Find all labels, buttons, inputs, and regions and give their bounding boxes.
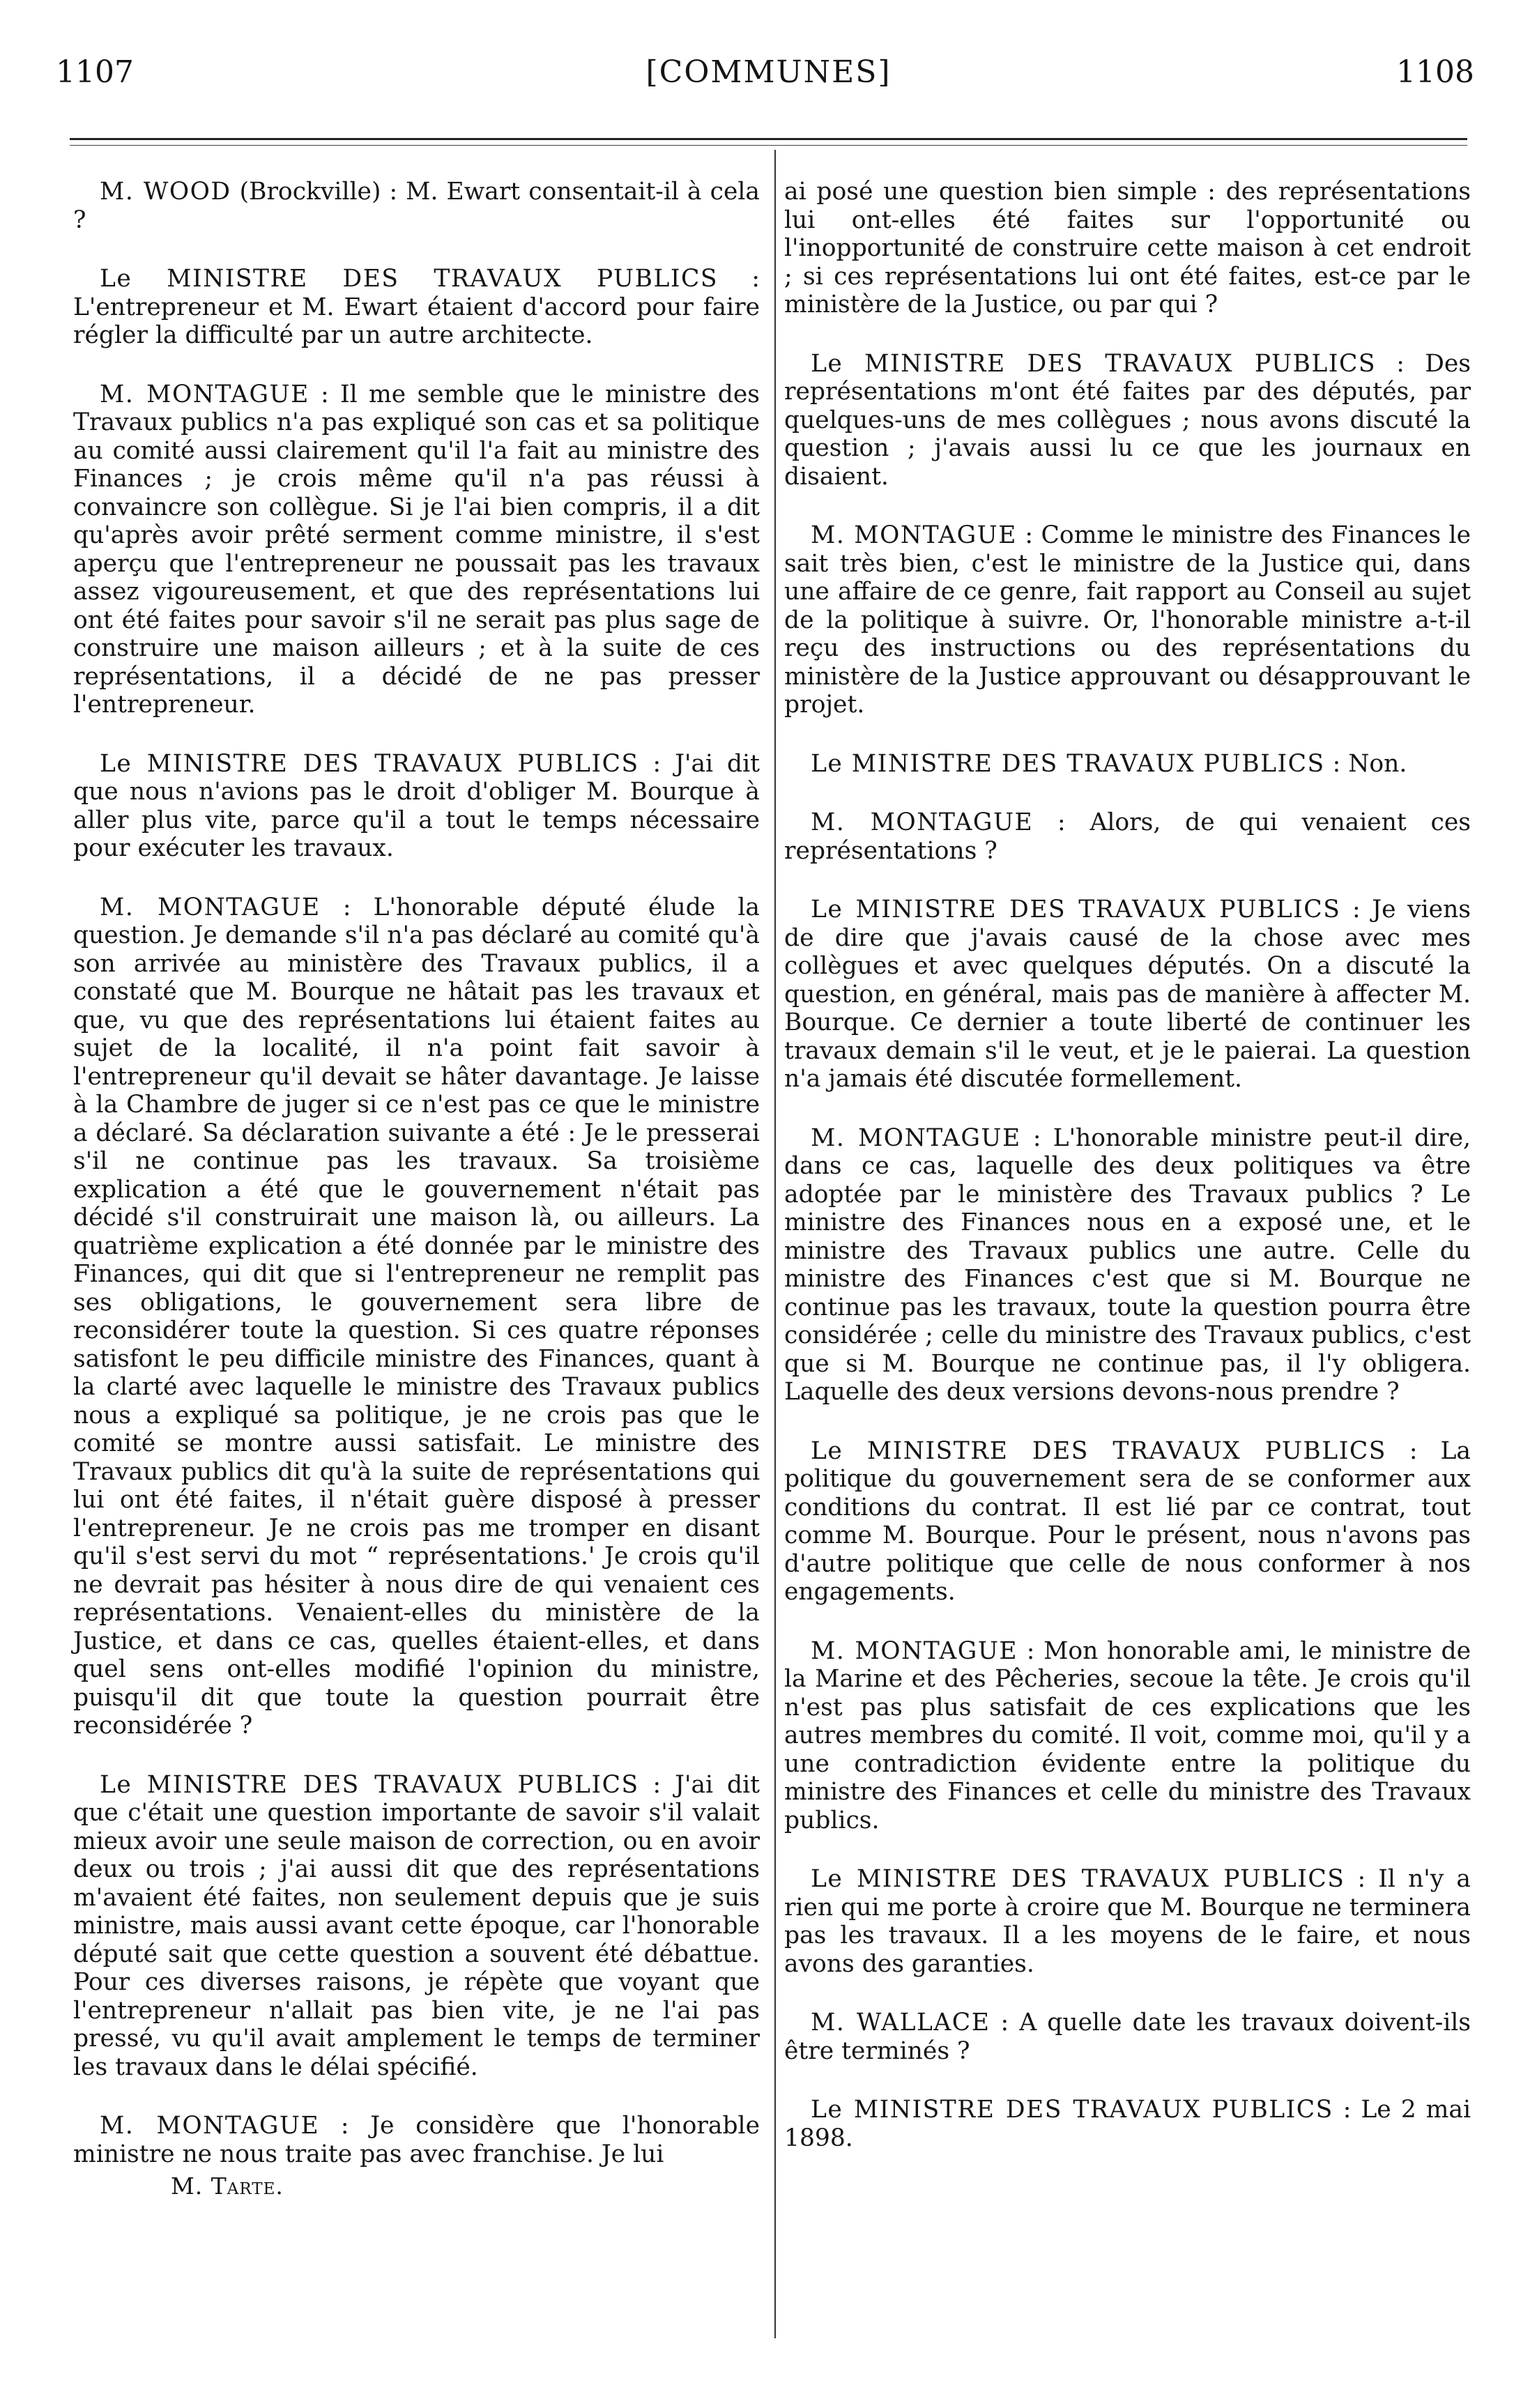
speech-paragraph xyxy=(784,1637,1471,1835)
speaker-name: Le MINISTRE DES TRAVAUX PUBLICS xyxy=(811,1865,1345,1893)
header-rule xyxy=(70,138,1467,140)
page-header xyxy=(0,54,1537,103)
speech-text: : La politique du gouvernement sera de se conformer aux conditions du contrat. Il est lié par ce contrat, tout comme M. Bourque. Pour le présent, nous n'avons pas d'autre politique que celle de nous conformer à nos engagements. xyxy=(784,1436,1471,1606)
speech-text: : L'honorable député élude la question. Je demande s'il n'a pas déclaré au comité qu'à son arrivée au ministère des Travaux publics, il a constaté que M. Bourque ne hâtait pas les travaux et que, vu que des représentations lui étaient faites au sujet de la localité, il n'a point fait savoir à l'entrepreneur qu'il devait se hâter davantage. Je laisse à la Chambre de juger si ce n'est pas ce que le ministre a déclaré. Sa déclaration suivante a été : Je le presserai s'il ne continue pas les travaux. Sa troisième explication a été que le gouvernement n'était pas décidé s'il construirait une maison là, ou ailleurs. La quatrième explication a été donnée par le ministre des Finances, qui dit que si l'entrepreneur ne remplit pas ses obligations, le gouvernement sera libre de reconsidérer toute la question. Si ces quatre réponses satisfont le peu difficile ministre des Finances, quant à la clarté avec laquelle le ministre des Travaux publics nous a expliqué sa politique, je ne crois pas que le comité se montre aussi satisfait. Le ministre des Travaux publics dit qu'à la suite de représentations qui lui ont été faites, il n'était guère disposé à presser l'entrepreneur. Je ne crois pas me tromper en disant qu'il s'est servi du mot “ représentations.' Je crois qu'il ne devrait pas hésiter à nous dire de qui venaient ces représentations. Venaient-elles du ministère de la Justice, et dans ce cas, quelles étaient-elles, et dans quel sens ont-elles modifié l'opinion du ministre, puisqu'il dit que toute la question pourrait être reconsidérée ? xyxy=(73,893,760,1740)
speech-text: : Alors, de qui venaient ces représentations ? xyxy=(784,808,1471,865)
speech-paragraph xyxy=(784,1124,1471,1406)
speaker-name: M. MONTAGUE xyxy=(811,1636,1018,1665)
speaker-name: Le MINISTRE DES TRAVAUX PUBLICS xyxy=(100,749,639,778)
speech-paragraph xyxy=(784,2009,1471,2065)
speech-paragraph xyxy=(73,2112,760,2168)
speech-text: : Il me semble que le ministre des Travaux publics n'a pas expliqué son cas et sa politique au comité aussi clairement qu'il l'a fait au ministre des Finances ; je crois même qu'il n'a pas réussi à convaincre son collègue. Si je l'ai bien compris, il a dit qu'après avoir prêté serment comme ministre, il s'est aperçu que l'entrepreneur ne poussait pas les travaux assez vigoureusement, et que des représentations lui ont été faites pour savoir s'il ne serait pas plus sage de construire une maison ailleurs ; et à la suite de ces représentations, il a décidé de ne pas presser l'entrepreneur. xyxy=(73,380,760,719)
speech-paragraph xyxy=(784,2096,1471,2152)
speech-text: (Brockville) : M. Ewart consentait-il à cela ? xyxy=(73,178,760,234)
speech-paragraph xyxy=(73,894,760,1740)
speech-text: : Mon honorable ami, le ministre de la Marine et des Pêcheries, secoue la tête. Je crois qu'il n'est pas plus satisfait de ces explications que les autres membres du comité. Il voit, comme moi, qu'il y a une contradiction évidente entre la politique du ministre des Finances et celle du ministre des Travaux publics. xyxy=(784,1636,1471,1834)
speech-paragraph xyxy=(784,1865,1471,1978)
header-rule-thin xyxy=(70,145,1467,146)
speaker-name: M. MONTAGUE xyxy=(811,521,1017,549)
speech-text: : J'ai dit que nous n'avions pas le droit d'obliger M. Bourque à aller plus vite, parce qu'il a tout le temps nécessaire pour exécuter les travaux. xyxy=(73,749,760,862)
column-divider xyxy=(774,150,776,2338)
left-column xyxy=(73,178,760,2200)
speech-paragraph xyxy=(73,750,760,863)
speaker-name: Le MINISTRE DES TRAVAUX PUBLICS xyxy=(811,749,1325,778)
speech-text: : L'entrepreneur et M. Ewart étaient d'accord pour faire régler la difficulté par un autre architecte. xyxy=(73,265,760,349)
speaker-name: M. MONTAGUE xyxy=(100,380,309,408)
page-number-left: 1107 xyxy=(56,54,134,90)
speech-paragraph xyxy=(784,521,1471,719)
speaker-name: M. MONTAGUE xyxy=(100,893,321,921)
speech-text: : J'ai dit que c'était une question importante de savoir s'il valait mieux avoir une seule maison de correction, ou en avoir deux ou trois ; j'ai aussi dit que des représentations m'avaient été faites, non seulement depuis que je suis ministre, mais aussi avant cette époque, car l'honorable député sait que cette question a souvent été débattue. Pour ces diverses raisons, je répète que voyant que l'entrepreneur n'allait pas bien vite, je ne l'ai pas pressé, vu qu'il avait amplement le temps de terminer les travaux dans le délai spécifié. xyxy=(73,1770,760,2081)
speech-paragraph xyxy=(784,178,1471,319)
speech-paragraph xyxy=(784,896,1471,1094)
speaker-name: M. MONTAGUE xyxy=(100,2112,320,2140)
speaker-name: Le MINISTRE DES TRAVAUX PUBLICS xyxy=(811,349,1376,378)
speech-paragraph xyxy=(73,381,760,719)
speech-paragraph xyxy=(73,178,760,234)
speech-text: : Il n'y a rien qui me porte à croire que M. Bourque ne terminera pas les travaux. Il a les moyens de le faire, et nous avons des garanties. xyxy=(784,1865,1471,1978)
footer-speaker-name: M. Tarte. xyxy=(171,2172,284,2200)
speech-text: : Des représentations m'ont été faites par des députés, par quelques-uns de mes collègues ; nous avons discuté la question ; j'avais aussi lu ce que les journaux en disaient. xyxy=(784,349,1471,491)
speech-paragraph xyxy=(784,808,1471,865)
speech-text: : Je considère que l'honorable ministre ne nous traite pas avec franchise. Je lui xyxy=(73,2112,760,2168)
speaker-name: Le MINISTRE DES TRAVAUX PUBLICS xyxy=(811,2096,1333,2124)
speech-paragraph xyxy=(784,1437,1471,1606)
speaker-name: Le MINISTRE DES TRAVAUX PUBLICS xyxy=(811,896,1341,923)
speech-text: : Le 2 mai 1898. xyxy=(784,2096,1471,2152)
speaker-name: M. MONTAGUE xyxy=(811,1124,1021,1152)
running-head: [COMMUNES] xyxy=(645,54,892,90)
speaker-name: Le MINISTRE DES TRAVAUX PUBLICS xyxy=(811,1436,1386,1465)
speech-text: : Comme le ministre des Finances le sait très bien, c'est le ministre de la Justice qui, dans une affaire de ce genre, fait rapport au Conseil au sujet de la politique à suivre. Or, l'honorable ministre a-t-il reçu des instructions ou des représentations du ministère de la Justice approuvant ou désapprouvant le projet. xyxy=(784,521,1471,719)
speech-paragraph xyxy=(784,750,1471,779)
speaker-name: Le MINISTRE DES TRAVAUX PUBLICS xyxy=(100,1770,639,1799)
speaker-name: M. MONTAGUE xyxy=(811,808,1034,836)
speech-paragraph xyxy=(73,1771,760,2082)
page-number-right: 1108 xyxy=(1396,54,1474,90)
speech-text: : Non. xyxy=(1324,749,1407,778)
right-column xyxy=(784,178,1471,2183)
speech-text: : A quelle date les travaux doivent-ils être terminés ? xyxy=(784,2009,1471,2065)
speaker-name: M. WALLACE xyxy=(811,2009,991,2037)
speech-text: : Je viens de dire que j'avais causé de la chose avec mes collègues et avec quelques députés. On a discuté la question, en général, mais pas de manière à affecter M. Bourque. Ce dernier a toute liberté de continuer les travaux demain s'il le veut, et je le paierai. La question n'a jamais été discutée formellement. xyxy=(784,896,1471,1093)
speech-text: : L'honorable ministre peut-il dire, dans ce cas, laquelle des deux politiques va être adoptée par le ministère des Travaux publics ? Le ministre des Finances nous en a exposé une, et le ministre des Travaux publics une autre. Celle du ministre des Finances c'est que si M. Bourque ne continue pas les travaux, toute la question pourra être considérée ; celle du ministre des Travaux publics, c'est que si M. Bourque ne continue pas, il l'y obligera. Laquelle des deux versions devons-nous prendre ? xyxy=(784,1124,1471,1406)
speaker-name: M. WOOD xyxy=(100,178,231,206)
speech-paragraph xyxy=(73,265,760,350)
speech-text: ai posé une question bien simple : des représentations lui ont-elles été faites sur l'opportunité ou l'inopportunité de construire cette maison à cet endroit ; si ces représentations lui ont été faites, est-ce par le ministère de la Justice, ou par qui ? xyxy=(784,178,1471,319)
speech-paragraph xyxy=(784,350,1471,491)
speaker-name: Le MINISTRE DES TRAVAUX PUBLICS xyxy=(100,265,719,293)
